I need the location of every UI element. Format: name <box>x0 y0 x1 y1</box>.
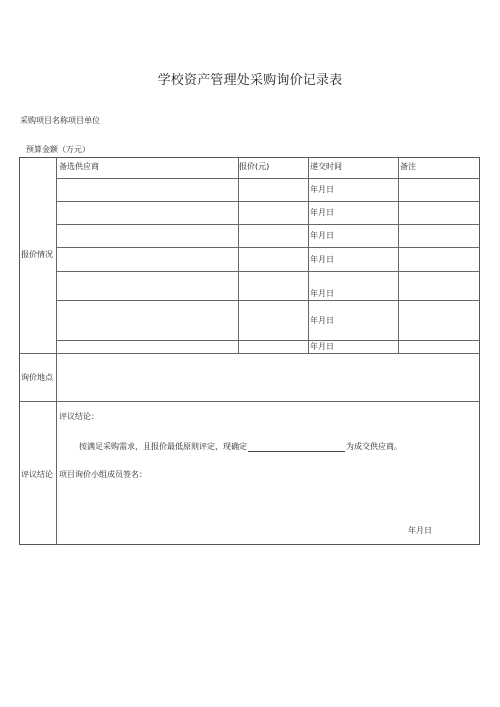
remark-column-divider <box>398 157 399 353</box>
row-4-submit-time: 年月日 <box>310 255 334 264</box>
page-title: 学校资产管理处采购询价记录表 <box>157 73 343 88</box>
supplier-blank <box>248 442 345 452</box>
row-divider <box>56 300 480 301</box>
budget-line: 预算金额（万元） <box>26 145 90 154</box>
row-7-submit-time: 年月日 <box>310 342 334 351</box>
record-table <box>19 157 480 545</box>
label-column-divider <box>56 157 57 545</box>
row-divider-location <box>19 353 480 354</box>
header-row-divider <box>56 178 480 179</box>
row-divider <box>56 271 480 272</box>
conclusion-sentence-before: 按满足采购需求，且报价最低原则评定，现确定 <box>79 442 247 451</box>
conclusion-sentence <box>79 442 402 452</box>
price-column-divider <box>238 157 239 353</box>
header-remark: 备注 <box>400 162 416 171</box>
row-divider <box>56 340 480 341</box>
header-price: 报价(元) <box>239 162 270 171</box>
conclusion-sentence-after: 为成交供应商。 <box>346 442 402 451</box>
row-3-submit-time: 年月日 <box>310 231 334 240</box>
project-name-line: 采购项目名称项目单位 <box>20 116 100 125</box>
row-1-submit-time: 年月日 <box>310 185 334 194</box>
header-supplier: 备选供应商 <box>59 162 99 171</box>
row-6-submit-time: 年月日 <box>310 316 334 325</box>
conclusion-date: 年月日 <box>408 526 432 535</box>
row-divider <box>56 224 480 225</box>
row-divider <box>56 201 480 202</box>
row-2-submit-time: 年月日 <box>310 208 334 217</box>
location-label: 询价地点 <box>21 373 53 382</box>
row-divider-conclusion <box>19 401 480 402</box>
row-divider <box>56 247 480 248</box>
quote-section-label: 报价情况 <box>21 250 53 259</box>
header-submit-time: 递交时间 <box>310 162 342 171</box>
signature-prompt: 项目询价小组成员签名： <box>59 470 147 479</box>
time-column-divider <box>308 157 309 353</box>
conclusion-heading: 评议结论： <box>59 412 99 421</box>
row-5-submit-time: 年月日 <box>310 289 334 298</box>
conclusion-label: 评议结论 <box>21 470 53 479</box>
